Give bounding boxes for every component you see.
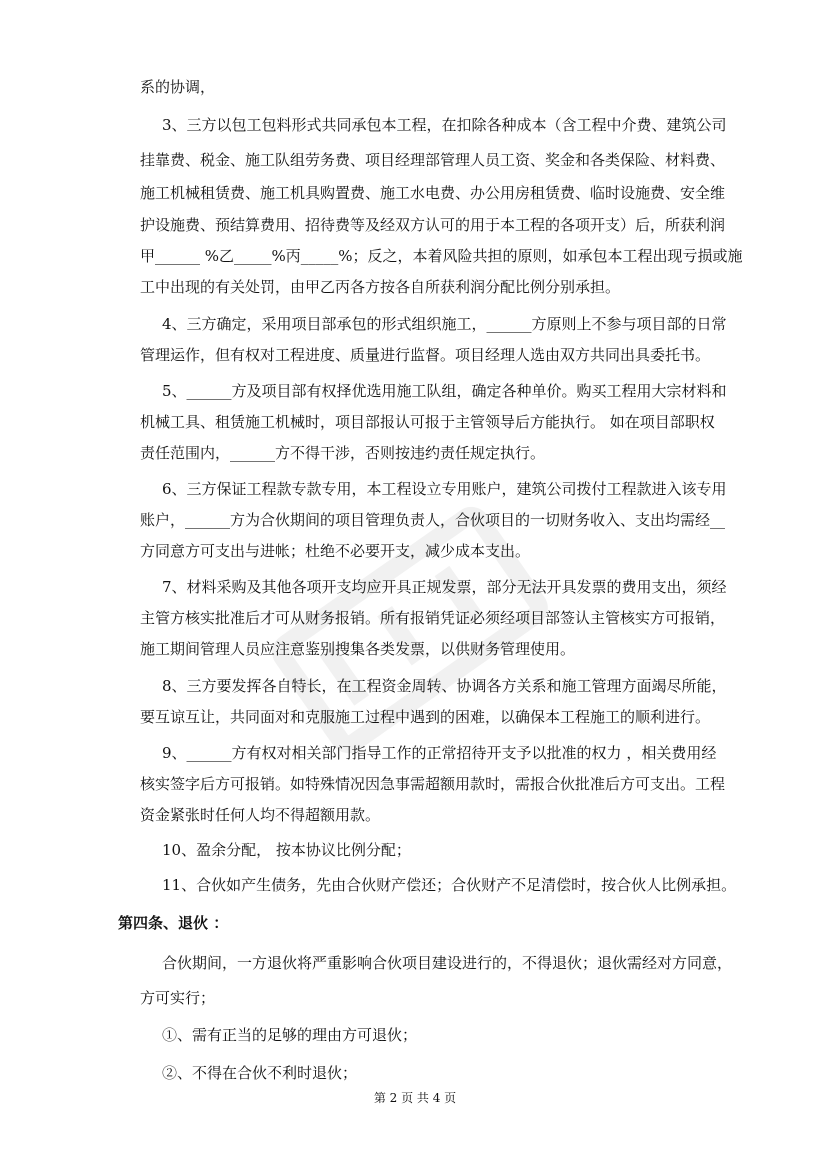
text-line: 5、______方及项目部有权择优选用施工队组，确定各种单价。购买工程用大宗材料和 [162,382,727,400]
section-heading: 第四条、退伙 ： [118,914,229,932]
text-line: 管理运作，但有权对工程进度、质量进行监督。项目经理人选由双方共同出具委托书。 [140,346,711,364]
text-line: 要互谅互让，共同面对和克服施工过程中遇到的困难，以确保本工程施工的顺利进行。 [140,708,711,726]
text-line: 责任范围内，______方不得干涉，否则按违约责任规定执行。 [140,444,546,462]
text-line: 方可实行； [140,989,216,1007]
text-line: 挂靠费、税金、施工队组劳务费、项目经理部管理人员工资、奖金和各类保险、材料费、 [140,151,726,169]
text-line: 11、合伙如产生债务，先由合伙财产偿还；合伙财产不足清偿时，按合伙人比例承担。 [162,876,737,894]
text-line: 资金紧张时任何人均不得超额用款。 [140,806,381,824]
list-item: ②、不得在合伙不利时退伙； [162,1064,358,1082]
text-line: 账户，______方为合伙期间的项目管理负责人，合伙项目的一切财务收入、支出均需经__ [140,511,726,529]
text-line: 系的协调， [140,78,216,96]
text-line: 机械工具、租赁施工机械时，项目部报认可报于主管领导后方能执行。 如在项目部职权 [140,413,715,431]
text-line: 方同意方可支出与进帐；杜绝不必要开支，减少成本支出。 [140,542,531,560]
text-line: 9、______方有权对相关部门指导工作的正常招待开支予以批准的权力 ，相关费用经 [162,744,717,762]
text-line: 3、三方以包工包料形式共同承包本工程，在扣除各种成本（含工程中介费、建筑公司 [162,116,727,134]
text-line: 7、材料采购及其他各项开支均应开具正规发票，部分无法开具发票的费用支出，须经 [162,578,727,596]
text-line: 甲______ %乙_____%丙_____%；反之，本着风险共担的原则，如承包本工程出现亏损或施 [140,247,743,265]
page-footer: 第 2 页 共 4 页 [373,1091,457,1105]
text-line: 6、三方保证工程款专款专用，本工程设立专用账户，建筑公司拨付工程款进入该专用 [162,480,727,498]
text-line: 8、三方要发挥各自特长，在工程资金周转、协调各方关系和施工管理方面竭尽所能， [162,677,727,695]
text-line: 主管方核实批准后才可从财务报销。所有报销凭证必须经项目部签认主管核实方可报销， [140,609,726,627]
text-line: 核实签字后方可报销。如特殊情况因急事需超额用款时，需报合伙批准后方可支出。工程 [140,775,726,793]
list-item: ①、需有正当的足够的理由方可退伙； [162,1026,418,1044]
text-line: 施工机械租赁费、施工机具购置费、施工水电费、办公用房租赁费、临时设施费、安全维 [140,184,726,202]
text-line: 4、三方确定，采用项目部承包的形式组织施工，______方原则上不参与项目部的日常 [162,315,727,333]
text-line: 护设施费、预结算费用、招待费等及经双方认可的用于本工程的各项开支）后，所获利润 [140,216,726,234]
text-line: 施工期间管理人员应注意鉴别搜集各类发票，以供财务管理使用。 [140,640,576,658]
text-line: 10、盈余分配， 按本协议比例分配； [162,841,411,859]
text-line: 合伙期间，一方退伙将严重影响合伙项目建设进行的，不得退伙；退伙需经对方同意， [162,954,733,972]
text-line: 工中出现的有关处罚，由甲乙丙各方按各自所获利润分配比例分别承担。 [140,278,621,296]
